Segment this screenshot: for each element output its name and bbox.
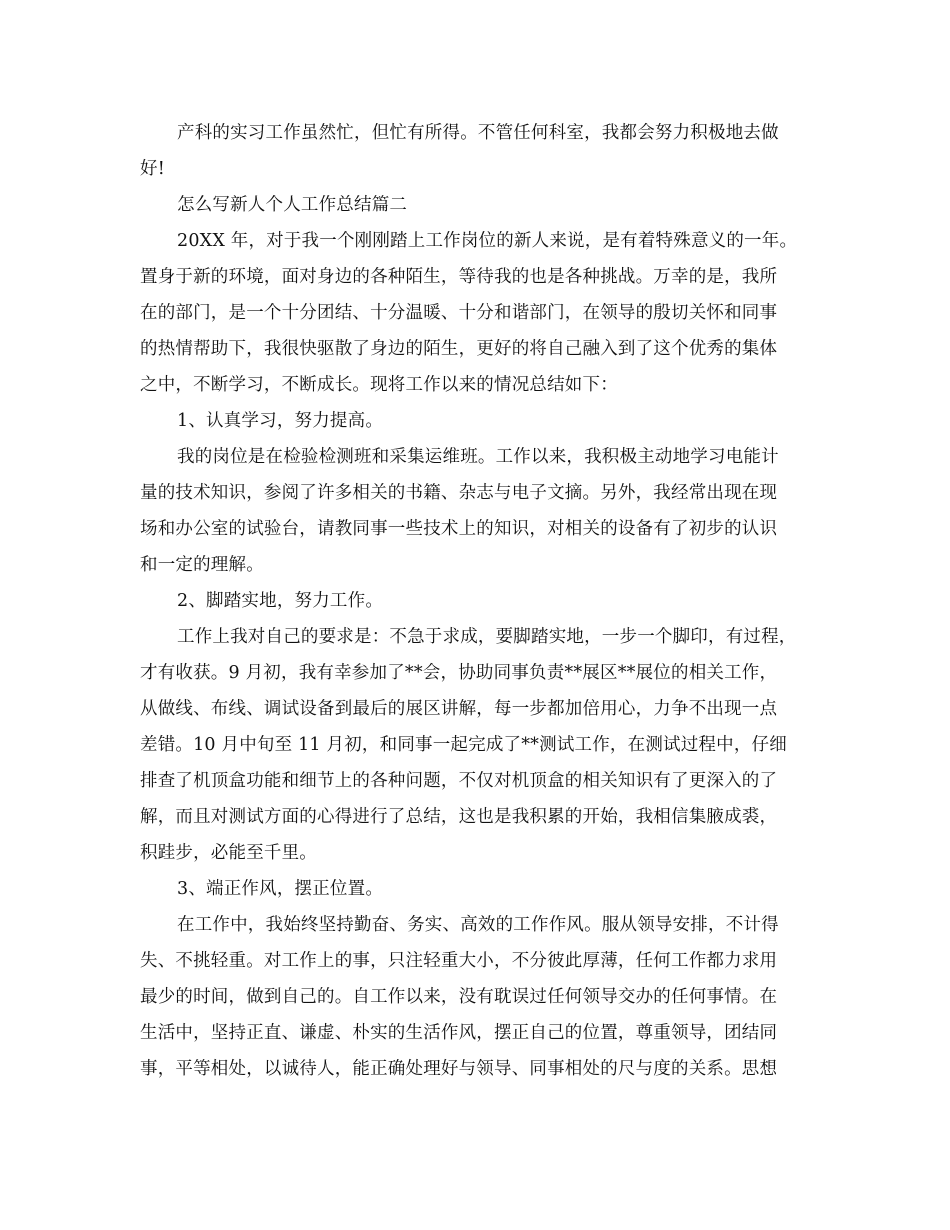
paragraph-line: 解，而且对测试方面的心得进行了总结，这也是我积累的开始，我相信集腋成裘， — [140, 807, 778, 827]
paragraph-line: 最少的时间，做到自己的。自工作以来，没有耽误过任何领导交办的任何事情。在 — [140, 987, 778, 1007]
paragraph-line: 积跬步，必能至千里。 — [140, 843, 317, 863]
paragraph-line: 才有收获。9 月初，我有幸参加了**会，协助同事负责**展区**展位的相关工作， — [140, 663, 778, 683]
paragraph-line: 排查了机顶盒功能和细节上的各种问题，不仅对机顶盒的相关知识有了更深入的了 — [140, 771, 778, 791]
paragraph-line: 产科的实习工作虽然忙，但忙有所得。不管任何科室，我都会努力积极地去做 — [177, 123, 779, 143]
paragraph-line: 差错。10 月中旬至 11 月初，和同事一起完成了**测试工作，在测试过程中，仔细 — [140, 735, 787, 755]
paragraph-line: 从做线、布线、调试设备到最后的展区讲解，每一步都加倍用心，力争不出现一点 — [140, 699, 778, 719]
paragraph-line: 场和办公室的试验台，请教同事一些技术上的知识，对相关的设备有了初步的认识 — [140, 519, 778, 539]
paragraph-line: 事，平等相处，以诚待人，能正确处理好与领导、同事相处的尺与度的关系。思想 — [140, 1059, 778, 1079]
paragraph-line: 在工作中，我始终坚持勤奋、务实、高效的工作作风。服从领导安排，不计得 — [177, 915, 779, 935]
subheading: 2、脚踏实地，努力工作。 — [177, 591, 384, 611]
paragraph-line: 和一定的理解。 — [140, 555, 264, 575]
paragraph-line: 工作上我对自己的要求是：不急于求成，要脚踏实地，一步一个脚印，有过程， — [177, 627, 797, 647]
paragraph-line: 的热情帮助下，我很快驱散了身边的陌生，更好的将自己融入到了这个优秀的集体 — [140, 339, 778, 359]
paragraph-line: 失、不挑轻重。对工作上的事，只注轻重大小，不分彼此厚薄，任何工作都力求用 — [140, 951, 778, 971]
paragraph-line: 在的部门，是一个十分团结、十分温暖、十分和谐部门，在领导的殷切关怀和同事 — [140, 303, 778, 323]
paragraph-line: 量的技术知识，参阅了许多相关的书籍、杂志与电子文摘。另外，我经常出现在现 — [140, 483, 778, 503]
paragraph-line: 好! — [140, 159, 165, 179]
paragraph-line: 之中，不断学习，不断成长。现将工作以来的情况总结如下： — [140, 375, 618, 395]
paragraph-line: 置身于新的环境，面对身边的各种陌生，等待我的也是各种挑战。万幸的是，我所 — [140, 267, 778, 287]
section-heading: 怎么写新人个人工作总结篇二 — [177, 195, 408, 215]
paragraph-line: 20XX 年，对于我一个刚刚踏上工作岗位的新人来说，是有着特殊意义的一年。 — [177, 231, 798, 251]
subheading: 3、端正作风，摆正位置。 — [177, 879, 384, 899]
paragraph-line: 我的岗位是在检验检测班和采集运维班。工作以来，我积极主动地学习电能计 — [177, 447, 779, 467]
subheading: 1、认真学习，努力提高。 — [177, 411, 384, 431]
paragraph-line: 生活中，坚持正直、谦虚、朴实的生活作风，摆正自己的位置，尊重领导，团结同 — [140, 1023, 778, 1043]
